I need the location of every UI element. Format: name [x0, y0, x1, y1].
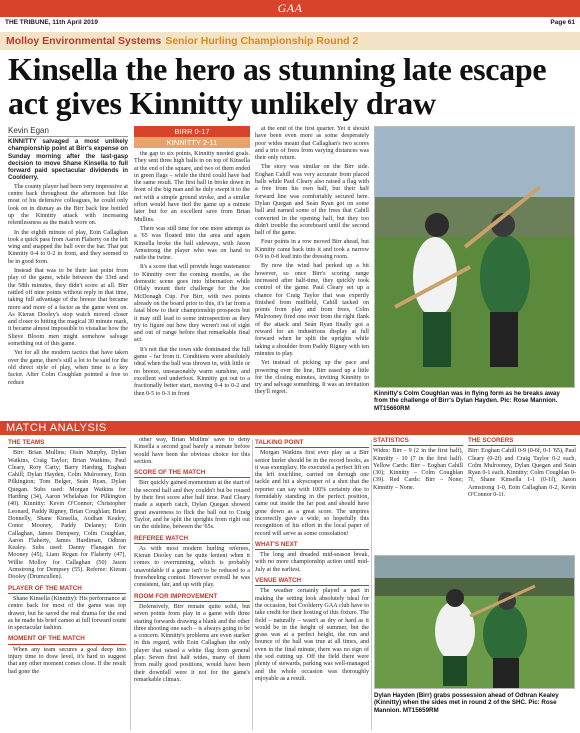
- photo-1-caption: Kinnitty's Colm Coughlan was in flying form as he breaks away from the challenge of Birr's Dylan Hayden. Pic: Rose Mannion. MT15660RM: [374, 390, 560, 412]
- article-paragraph: Yet instead of picking up the pace and powering over the line, Birr eased up a little for the closing minutes, inviting Kinnitty to try and salvage something. It was an invitation they'll regret.: [255, 360, 369, 396]
- masthead: [5, 19, 575, 30]
- article-paragraph: In the eighth minute of play, Eoin Callaghan took a quick pass from Aaron Flaherty on the left wing and snapped the ball over the bar. That put Kinnitty 0-4 to 0-2 in front, and they seemed to be in good form.: [8, 229, 128, 265]
- article-paragraph: KINNITTY salvaged a most unlikely championship point at Birr's expense on Sunday morning after the last-gasp decision to move Shane Kinsella to full forward paid spectacular dividends in Coolderry.: [8, 138, 128, 182]
- analysis-section-text: When any team secures a goal deep into injury time to draw level, it's hard to suggest that any other moment comes close. If the result had gone the: [8, 646, 126, 675]
- page-number: Page 61: [550, 19, 575, 26]
- paper-date: THE TRIBUNE, 11th April 2019: [5, 19, 98, 26]
- analysis-section-text: The weather certainly played a part in making the setting look absolutely ideal for the occasion, but Coolderry GAA club have to take credit for their hosting of this fixture. The field – naturally – wasn't as dry or hard as it would be in the height of summer, but the grass was at a perfect height, the run and bounce of the ball was true at all times, and even in the final minute, there was no sign of the sod cutting up. Off the field there were plenty of stewards, parking was well-managed and the whole occasion was thoroughly enjoyable as a result.: [255, 588, 369, 682]
- analysis-section-text: The long and dreaded mid-season break, with no more championship action until mid-July at the earliest.: [255, 552, 369, 573]
- score-box: [134, 126, 250, 148]
- hurling-photo-1: [374, 126, 575, 388]
- analysis-section-text: Morgan Watkins first ever play as a Birr senior hurler should be in the record books, as it was exemplary. He executed a perfect lift on the left touchline, carried on through one tackle and hit a skyscraper of a shot that the reporter can say with 100% certainty due to formidably standing in the perfect position, came out inside the far post and should have gone down as a great score. The umpires incorrectly gave a wide, so hopefully this recognition of his effort in the local paper of record will serve as some consolation!: [255, 450, 369, 537]
- hurling-photo-2: [374, 555, 575, 689]
- article-paragraph: the gap to six points, Kinnitty needed goals. They sent three high balls in on top of Kinsella at the end of the square, and two of them ended in green flags – while the third could have had the same result. The first ball in broke down in front of the big man and he duly swept it to the net with a simple ground stroke, and a similar effort would have tied the game up a minute later but for an excellent save from Brian Mullins.: [134, 151, 250, 223]
- sponsor-bar: [0, 32, 580, 50]
- article-paragraph: at the end of the first quarter. Yet it should have been even more as some desperately poor wides meant that Callaghan's two scores and a trio of frees from varying distances was their only return.: [255, 126, 369, 162]
- article-paragraph: By now the wind had perked up a bit however, so once Birr's scoring range increased after half-time, they quickly took control of the game. Paul Cleary set up a chance for Craig Taylor that was expertly finished from midfield, Cahill tacked on points from play and from frees, Colm Mulrooney fired one over from the right flank of the attack and Seán Ryan finally got a reward for an industrious display at full forward when he split the uprights while taking a shoulder from Paddy Rigney with ten minutes to play.: [255, 263, 369, 357]
- byline: Kevin Egan: [8, 126, 128, 137]
- photo-2-caption: Dylan Hayden (Birr) grabs possession ahead of Odhran Kealey (Kinnitty) when the sides met in round 2 of the SHC. Pic: Rose Mannion. MT15659RM: [374, 692, 559, 714]
- statistics-heading: STATISTICS: [373, 437, 463, 446]
- analysis-section-heading: VENUE WATCH: [255, 577, 369, 586]
- hurling-photo-1-image: [375, 127, 575, 388]
- divider-1: [130, 440, 131, 730]
- analysis-section-text: Birr: Brian Mullins; Oisín Murphy, Dylan Watkins, Craig Taylor; Brian Watkins, Paul Cleary, Rory Carty; Barry Harding, Eoghan Cahill; Dylan Hayden, Colm Mulrooney, Eoin Pilkington; Tom Belger, Seán Ryan, Dylan Quegan. Subs used: Morgan Watkins for Harding (34), Aaron Whelahan for Pilkington (40). Kinnitty: Kevin O'Connor; Christopher Leonard, Paddy Rigney, Brian Coughlan; Brian Donnelly, Shane Kinsella, Aodhan Kealey, Conor Mooney, Paddy Delaney; Eoin Callaghan, James Dempsey, Colm Coughlan, Aaron Flaherty, James Hardiman, Odhran Kealey. Subs used: Danny Flanagan for Mooney (45), Liam Regan for Flaherty (47), Willie Molloy for Callaghan (50) Jason Armstrong for Dempsey (55). Referee: Kieran Dooley (Drumcullen).: [8, 450, 126, 581]
- article-paragraph: It's not that the town side dominated the full game – far from it. Conditions were absolutely ideal when the ball was thrown in, with little or no breeze, unseasonably warm sunshine, and excellent sod underfoot. Kinnitty got out to a fractionally better start, moving 0-4 to 0-2 and then 0-5 to 0-3 in front: [134, 346, 250, 397]
- hurling-photo-2-image: [375, 556, 575, 689]
- analysis-section-heading: TALKING POINT: [255, 439, 369, 448]
- analysis-column-2: [134, 437, 250, 729]
- analysis-section-heading: REFEREE WATCH: [134, 535, 250, 544]
- article-paragraph: Instead that was to be their last point from play of the game, while between the 33rd and the 58th minutes, they didn't score at all. Birr rattled off nine points without reply in that time, taking full advantage of the breeze that became more and more of a factor as the game went on. As Kieran Dooley's stop watch moved closer and closer to hitting the magical 30 minute mark, it became almost impossible to visualise how the Slieve Bloom men might somehow salvage something out of this game.: [8, 268, 128, 348]
- analysis-section-heading: MOMENT OF THE MATCH: [8, 635, 126, 644]
- statistics-text: Wides: Birr - 9 (2 in the first half), Kinnitty - 10 (7 in the first half). Yellow Cards: Birr – Eoghan Cahill (30); Kinnitty – Colm Coughlan (39). Red Cards: Birr – None; Kinnitty – None.: [373, 448, 463, 491]
- headline: Kinsella the hero as stunning late escape act gives Kinnitty unlikely draw: [8, 51, 547, 121]
- analysis-section-heading: WHAT'S NEXT: [255, 541, 369, 550]
- analysis-section-heading: SCORE OF THE MATCH: [134, 469, 250, 478]
- sponsor-line: [6, 35, 358, 47]
- article-paragraph: The county player had been very impressive at centre back throughout the afternoon but like most of his defensive colleagues, he could only look on in dismay as the Birr back line bottled up the Kinnitty attack with increasing relentlessness as the match wore on.: [8, 183, 128, 227]
- sponsor-name: Molloy Environmental Systems: [6, 35, 162, 47]
- analysis-section-text: As with most modern hurling referees, Kieran Dooley can be quite lenient when it comes to overrunning, which is probably unavoidable if a game isn't to be reduced to a freewheeling contest. However overall he was consistent, fair, and up with play.: [134, 545, 250, 589]
- match-analysis-title: MATCH ANALYSIS: [6, 422, 107, 434]
- article-column-3: [255, 126, 369, 418]
- article-paragraph: There was still time for one more attempt as a '65 was floated into the area and again Kinsella broke the ball sideways, with Jason Armstrong the player who was on hand to rattle the twine.: [134, 225, 250, 262]
- competition-name: Senior Hurling Championship Round 2: [165, 35, 359, 47]
- analysis-column-1: [8, 437, 126, 729]
- analysis-section-heading: PLAYER OF THE MATCH: [8, 585, 126, 594]
- article-paragraph: Yet for all the modern tactics that have taken over the game, there's still a lot to be said for the old direct style of play, when time is a key factor. After Colm Coughlan pointed a free to reduce: [8, 350, 128, 386]
- divider-2: [252, 440, 253, 730]
- article-paragraph: Four points in a row moved Birr ahead, but Kinnitty came back into it and took a narrow 0-9 to 0-8 lead into the dressing room.: [255, 239, 369, 261]
- article-paragraph: It's a score that will provide huge sustenance to Kinnitty over the coming months, as the domestic scene goes into hibernation while Offaly mount their challenge for the Joe McDonagh Cup. For Birr, with two points already on the board prior to this, it's far from a fatal blow to their championship prospects but it may still lead to some introspection as they try to figure out how they weren't out of sight and out of range before that remarkable final act.: [134, 264, 250, 344]
- score-birr: BIRR 0-17: [134, 126, 250, 137]
- analysis-section-text: Birr quickly gained momentum at the start of the second half and they couldn't but be roused by their first score after half time. Paul Cleary made a superb catch, Dylan Quegan showed great awareness to flick the ball out to Craig Taylor, and he split the uprights from right out on the sideline, between the '65s.: [134, 480, 250, 531]
- article-paragraph: The story was similar on the Birr side. Eoghan Cahill was very accurate from placed balls while Paul Cleary also raised a flag with a free from his own half, but their half forward line was comfortably secured here. Dylan Quegan and Seán Ryan got on some ball and earned some of the frees that Cahill converted in the opening half, but they too didn't trouble the scoreboard until the second half of the game.: [255, 164, 369, 237]
- section-bar: [0, 0, 580, 17]
- scorers-box: [468, 437, 576, 502]
- score-kinnitty: KINNITTY 2-11: [134, 137, 250, 148]
- scorers-text: Birr: Eoghan Cahill 0-9 (0-6f, 0-1 '65), Paul Cleary (0-2f) and Craig Taylor 0-2 each, Colm Mulrooney, Dylan Quegan and Seán Ryan 0-1 each. Kinnitty: Colm Coughlan 0-7f, Shane Kinsella 1-1 (0-1f), Jason Armstrong 1-0, Eoin Callaghan 0-2, Kevin O'Connor 0-1f.: [468, 448, 576, 499]
- analysis-section-heading: ROOM FOR IMPROVEMENT: [134, 593, 250, 602]
- article-column-1: [8, 138, 128, 418]
- scorers-heading: THE SCORERS: [468, 437, 576, 446]
- analysis-column-3: [255, 437, 369, 729]
- analysis-section-text: Defensively, Birr remain quite solid, but seven points from play in a game with three starting forwards drawing a blank and the other three shooting one each – is always going to be a concern. Kinnitty's problems are even starker in this regard, with Eoin Callaghan the only player that raised a white flag from general play. Seven first half wides, many of them from really good positions, would have been their downfall were it not for the game's remarkable climax.: [134, 603, 250, 683]
- analysis-section-text: other way, Brian Mullins' save to deny Kinsella a second goal barely a minute before would have been the obvious choice for this section.: [134, 437, 250, 465]
- statistics-box: [373, 437, 463, 495]
- divider-3: [371, 440, 372, 730]
- match-analysis-bar: [0, 421, 580, 435]
- section-label: GAA: [277, 1, 303, 15]
- analysis-section-heading: THE TEAMS: [8, 439, 126, 448]
- article-column-2: [134, 151, 250, 418]
- analysis-section-text: Shane Kinsella (Kinnitty): His performance at centre back for most of the game was top drawer, but he saved the real drama for the end as he made his brief cameo at full forward count in spectacular fashion.: [8, 595, 126, 632]
